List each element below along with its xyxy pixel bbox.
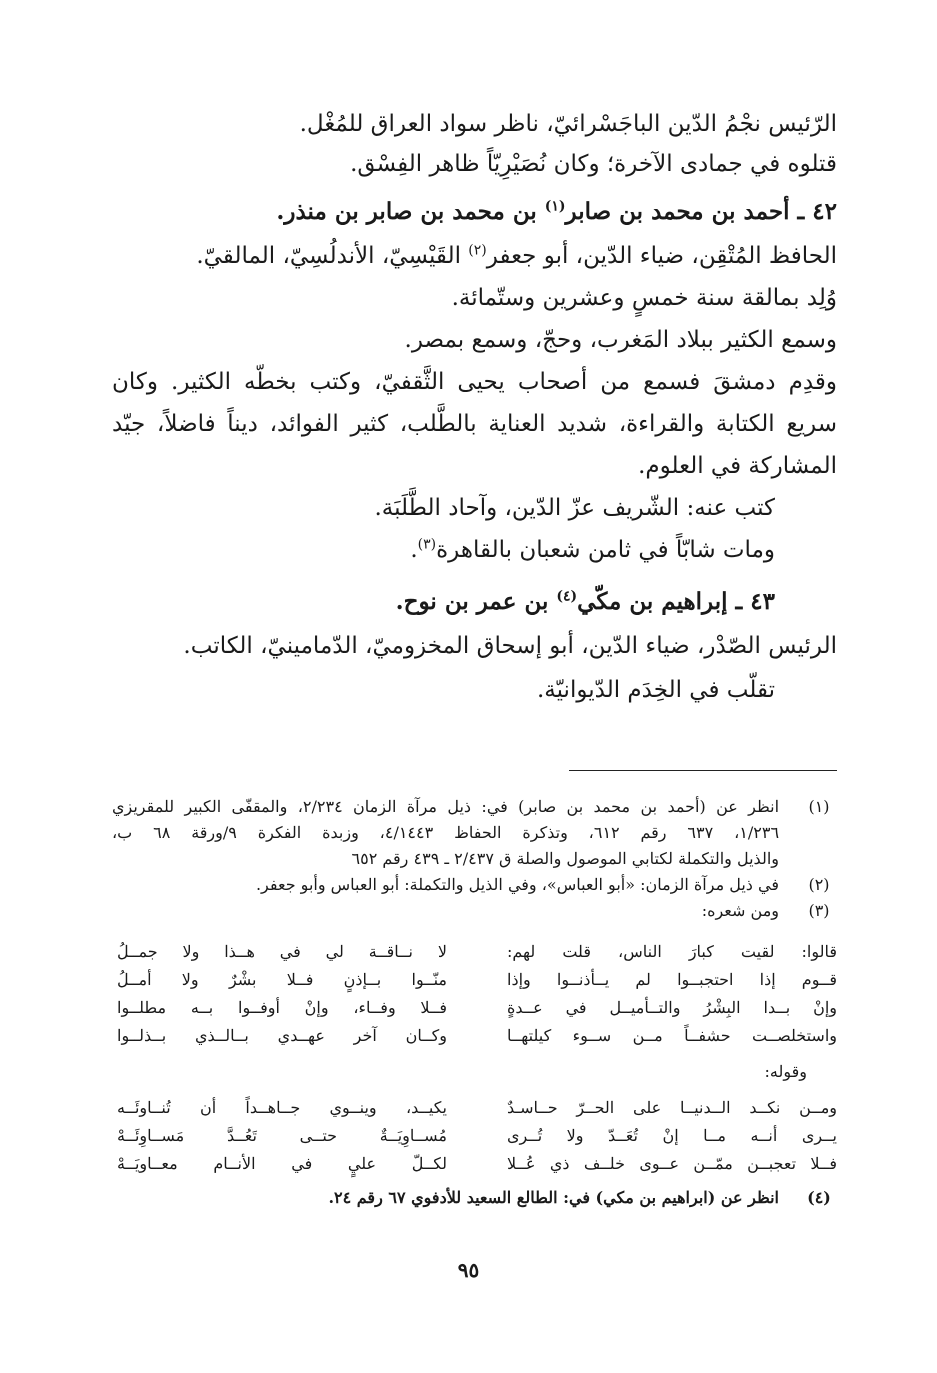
page-number: ٩٥ — [457, 1258, 480, 1282]
footnote-number: (١) — [808, 797, 830, 816]
body-line: تقلّب في الخِدَم الدّيوانيّة. — [536, 677, 775, 703]
footnote-text: والذيل والتكملة لكتابي الموصول والصلة ق ٢/٤٣٧ ـ ٤٣٩ رقم ٦٥٢ — [351, 849, 779, 868]
verse-hemistich-left: وكــان آخر عهــدي بــالــذي بــذلــوا — [117, 1026, 447, 1045]
verse-intro: وقوله: — [764, 1062, 807, 1081]
body-line: كتب عنه: الشّريف عزّ الدّين، وآحاد الطَّلَبَة. — [374, 495, 775, 521]
body-text: القَيْسِيّ، الأندلُسِيّ، المالقيّ. — [196, 243, 469, 269]
footnote-ref: (٢) — [468, 242, 487, 259]
entry-heading-text: بن محمد بن صابر بن منذر. — [276, 198, 545, 225]
footnote-text: ١/٢٣٦، ٦٣٧ رقم ٦١٢، وتذكرة الحفاظ ٤/١٤٤٣، وزبدة الفكرة ٩/ورقة ٦٨ ب، — [112, 823, 780, 842]
footnote-text: في ذيل مرآة الزمان: «أبو العباس»، وفي الذيل والتكملة: أبو العباس وأبو جعفر. — [255, 875, 779, 894]
entry-heading-text: ٤٢ ـ أحمد بن محمد بن صابر — [565, 198, 837, 225]
body-line: وُلِد بمالقة سنة خمسٍ وعشرين وستّمائة. — [451, 285, 837, 311]
footnote-separator — [569, 770, 837, 771]
footnote-text: ومن شعره: — [701, 901, 779, 920]
verse-hemistich-right: وإنْ بــدا البِشْرُ والتــأميــل في عــدةٍ — [507, 998, 837, 1017]
entry-42-heading — [112, 196, 837, 228]
verse-hemistich-right: يــرى أنــه مــا إنْ تُعَــدّ ولا تُــرى — [507, 1126, 837, 1145]
body-line — [112, 534, 775, 566]
verse-hemistich-left: منّــوا بــإذنٍ فــلا بشْرٌ ولا أمــلُ — [117, 970, 447, 989]
footnote-text: انظر عن (أحمد بن محمد بن صابر) في: ذيل مرآة الزمان ٢/٢٣٤، والمقفّى الكبير للمقريزي — [112, 797, 780, 816]
body-line: سريع الكتابة والقراءة، شديد العناية بالطَّلب، كثير الفوائد، ديناً فاضلاً، جيّد — [112, 411, 837, 437]
verse-hemistich-right: قالوا: لقيت كبارَ الناس، قلت لهم: — [507, 942, 837, 961]
footnote-number: (٤) — [807, 1188, 831, 1207]
body-line — [112, 240, 837, 272]
verse-hemistich-left: لكــلّ عليٍ في الأنــام معــاويَــهْ — [117, 1154, 447, 1173]
verse-hemistich-right: فــلا تعجبــن ممّــن عــوى خلــف ذي عُــلا — [507, 1154, 837, 1173]
entry-heading-text: بن عمر بن نوح. — [395, 588, 557, 615]
entry-43-heading — [112, 586, 775, 618]
entry-heading-text: ٤٣ ـ إبراهيم بن مكّي — [577, 588, 775, 615]
body-line: الرّئيس نجْمُ الدّين الباجَسْرائيّ، ناظر سواد العراق للمُغْل. — [299, 111, 837, 137]
body-line: المشاركة في العلوم. — [638, 453, 837, 479]
body-text: وقدِم دمشقَ فسمع من أصحاب يحيى الثَّقفيّ، وكتب بخطّه الكثير. وكان — [112, 369, 837, 395]
footnote-ref: (٤) — [556, 588, 578, 605]
body-text: الحافظ المُتْقِن، ضياء الدّين، أبو جعفر — [486, 243, 837, 269]
verse-hemistich-left: لا نــاقــة لي في هــذا ولا جمــلُ — [117, 942, 447, 961]
footnote-number: (٣) — [808, 901, 830, 920]
body-line: وسمع الكثير ببلاد المَغرب، وحجّ، وسمع بمصر. — [404, 327, 837, 353]
verse-hemistich-right: قــوم إذا احتجبــوا لم يــأذنــوا وإذا — [507, 970, 837, 989]
body-line: الرئيس الصّدْر، ضياء الدّين، أبو إسحاق المخزوميّ، الدّمامينيّ، الكاتب. — [183, 633, 837, 659]
verse-hemistich-left: يكيــد، وينــوي جــاهــداً أن تُنــاوئَــه — [117, 1098, 447, 1117]
footnote-number: (٢) — [808, 875, 830, 894]
verse-hemistich-left: فــلا وفــاء، وإنْ أوفــوا بــه مطلــوا — [117, 998, 447, 1017]
verse-hemistich-right: ومــن نكــد الــدنيــا على الحــرّ حــاسـدٌ — [507, 1098, 837, 1117]
body-text: ومات شابّاً في ثامن شعبان بالقاهرة — [436, 537, 775, 563]
footnote-ref: (٣) — [417, 536, 437, 553]
footnote-ref: (١) — [544, 198, 566, 215]
body-line — [112, 366, 837, 398]
body-line: قتلوه في جمادى الآخرة؛ وكان نُصَيْرِيّاً ظاهر الفِسْق. — [350, 151, 837, 177]
body-text: . — [410, 537, 418, 563]
book-page — [112, 0, 837, 1373]
verse-hemistich-right: واستخلصــت حشفــاً مــن ســوء كيلتهــا — [507, 1026, 837, 1045]
verse-hemistich-left: مُســاوِيَــةٌ حتــى تَعُــدَّ مَســاوِئَــهْ — [117, 1126, 447, 1145]
footnote-text: انظر عن (ابراهيم بن مكي) في: الطالع السعيد للأدفوي ٦٧ رقم ٢٤. — [328, 1188, 779, 1207]
